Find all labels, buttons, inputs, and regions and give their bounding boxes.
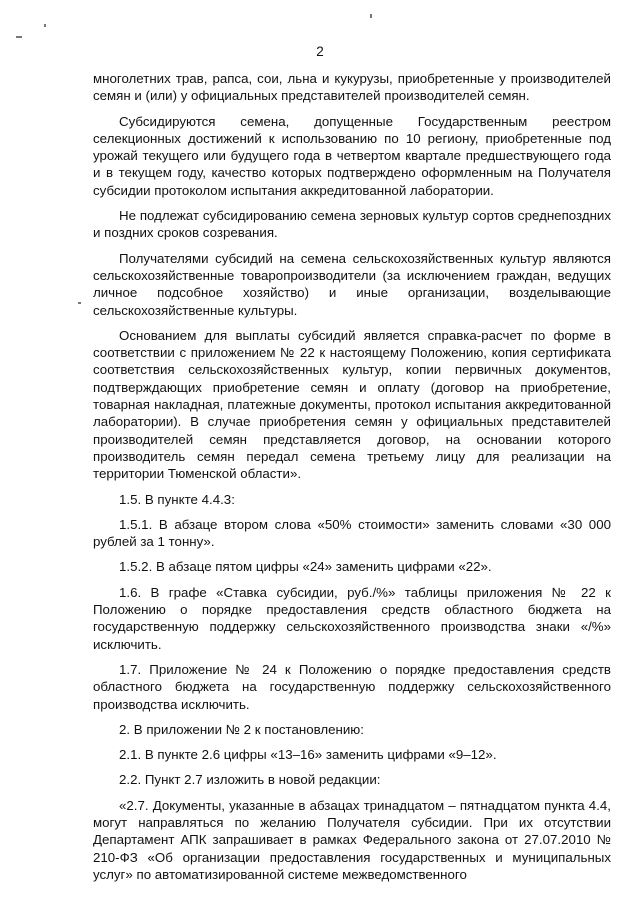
- document-body: [93, 70, 611, 891]
- paragraph: «2.7. Документы, указанные в абзацах тринадцатом – пятнадцатом пункта 4.4, могут направляться по желанию Получателя субсидии. При их отсутствии Департамент АПК запрашивает в рамках Федерального закона от 27.07.2010 № 210-ФЗ «Об организации предоставления государственных и муниципальных услуг» по автоматизированной системе межведомственного: [93, 797, 611, 882]
- paragraph: 1.5. В пункте 4.4.3:: [119, 491, 235, 507]
- scan-mark: [16, 36, 22, 38]
- paragraph: многолетних трав, рапса, сои, льна и кукурузы, приобретенные у производителей семян и (или) у официальных представителей производителей семян.: [93, 71, 611, 104]
- paragraph: 2.2. Пункт 2.7 изложить в новой редакции:: [119, 772, 381, 788]
- paragraph: Получателями субсидий на семена сельскохозяйственных культур являются сельскохозяйственные товаропроизводители (за исключением граждан, ведущих личное подсобное хозяйство) и иные организации, возделывающие сельскохозяйственные культуры.: [93, 250, 611, 318]
- paragraph: 2. В приложении № 2 к постановлению:: [119, 721, 364, 737]
- paragraph: Основанием для выплаты субсидий является справка-расчет по форме в соответствии с приложением № 22 к настоящему Положению, копия сертификата соответствия сельскохозяйственных культур, копии первичных документов, подтверждающих приобретение семян и оплату (договор на приобретение, товарная накладная, платежные документы, протокол испытания аккредитованной лаборатории). В случае приобретения семян у официальных представителей производителей семян представляется договор, на основании которого производитель семян передал семена третьему лицу для реализации на территории Тюменской области».: [93, 327, 611, 482]
- paragraph: 1.5.2. В абзаце пятом цифры «24» заменить цифрами «22».: [119, 559, 492, 575]
- paragraph: 1.7. Приложение № 24 к Положению о порядке предоставления средств областного бюджета на государственную поддержку сельскохозяйственного производства исключить.: [93, 661, 611, 712]
- paragraph: Не подлежат субсидированию семена зерновых культур сортов среднепоздних и поздних сроков созревания.: [93, 208, 611, 241]
- scan-mark: [44, 24, 46, 27]
- page-number: 2: [316, 44, 324, 59]
- scan-mark: [78, 302, 81, 304]
- paragraph: 1.6. В графе «Ставка субсидии, руб./%» таблицы приложения № 22 к Положению о порядке предоставления средств областного бюджета на государственную поддержку сельскохозяйственного производства знаки «/%» исключить.: [93, 584, 611, 652]
- scan-mark: [370, 14, 372, 18]
- paragraph: 2.1. В пункте 2.6 цифры «13–16» заменить цифрами «9–12».: [119, 747, 497, 763]
- paragraph: Субсидируются семена, допущенные Государственным реестром селекционных достижений к использованию по 10 региону, приобретенные под урожай текущего или будущего года в четвертом квартале предшествующего года и в текущем году, качество которых подтверждено оформленным на Получателя субсидии протоколом испытания аккредитованной лаборатории.: [93, 113, 611, 198]
- paragraph: 1.5.1. В абзаце втором слова «50% стоимости» заменить словами «30 000 рублей за 1 тонну».: [93, 516, 611, 550]
